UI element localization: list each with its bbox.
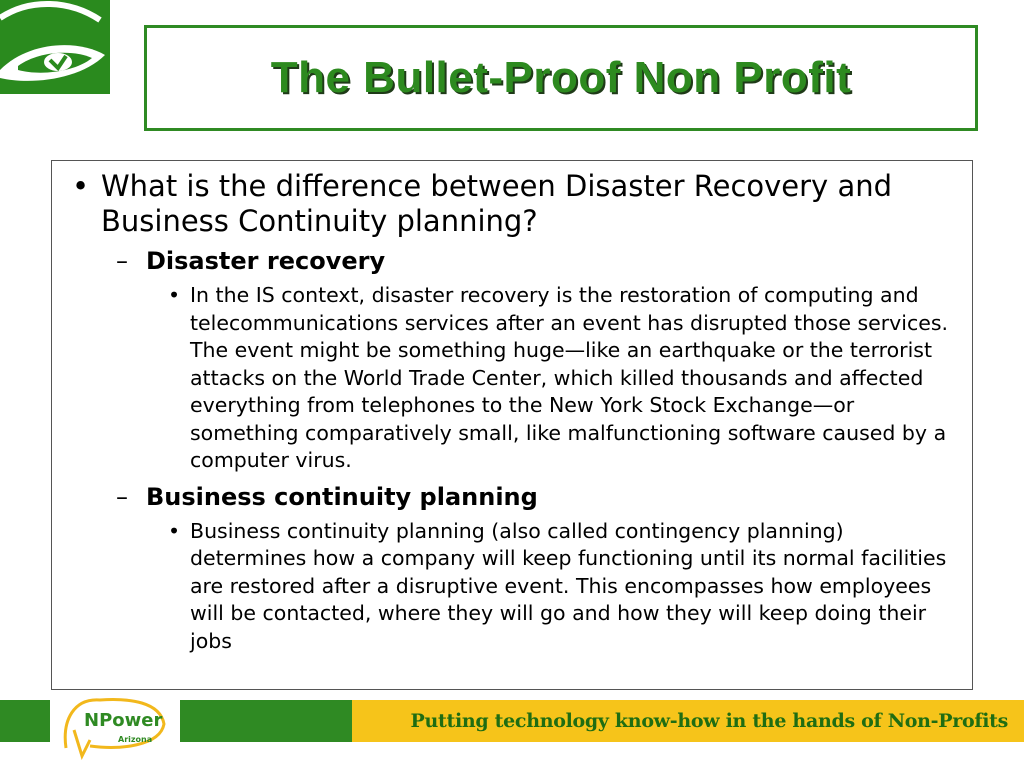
sub-bullet-text: In the IS context, disaster recovery is the restoration of computing and telecommunications services after an event has disrupted those services. The event might be something huge—like an earthquake or the terrorist attacks on the World Trade Center, which killed thousands and affected everything from telephones to the New York Stock Exchange—or something comparatively small, like malfunctioning software caused by a computer virus. bbox=[190, 283, 949, 472]
sub-bullet-item bbox=[166, 518, 958, 656]
sub-bullet-item bbox=[166, 282, 958, 475]
bullet-item bbox=[66, 169, 958, 239]
section-heading-disaster-recovery bbox=[116, 246, 958, 276]
footer-bar bbox=[352, 700, 1024, 742]
sub-bullet-marker: • bbox=[168, 283, 181, 307]
bullet-text: What is the difference between Disaster Recovery and Business Continuity planning? bbox=[101, 169, 893, 238]
logo-subtext: Arizona bbox=[118, 735, 153, 744]
logo-text: NPower bbox=[84, 710, 163, 731]
slide-title: The Bullet-Proof Non Profit bbox=[270, 53, 852, 102]
footer-green-block-left bbox=[0, 700, 50, 742]
bullet-marker: • bbox=[72, 169, 90, 203]
footer-tagline: Putting technology know-how in the hands of Non-Profits bbox=[410, 710, 1008, 732]
content-box bbox=[51, 160, 973, 690]
section-heading-text: Business continuity planning bbox=[146, 482, 538, 511]
dash-marker: – bbox=[116, 482, 128, 511]
section-heading-business-continuity bbox=[116, 482, 958, 512]
sub-bullet-marker: • bbox=[168, 518, 181, 543]
title-box bbox=[144, 25, 978, 131]
footer-green-block-mid bbox=[180, 700, 352, 742]
sub-bullet-text: Business continuity planning (also called contingency planning) determines how a company will keep functioning until its normal facilities are restored after a disruptive event. This encompasses how employees will be contacted, where they will go and how they will keep doing their jobs bbox=[190, 518, 947, 653]
section-heading-text: Disaster recovery bbox=[146, 247, 386, 275]
npower-logo-icon bbox=[60, 690, 172, 760]
corner-logo-icon bbox=[0, 0, 110, 94]
dash-marker: – bbox=[116, 247, 128, 275]
